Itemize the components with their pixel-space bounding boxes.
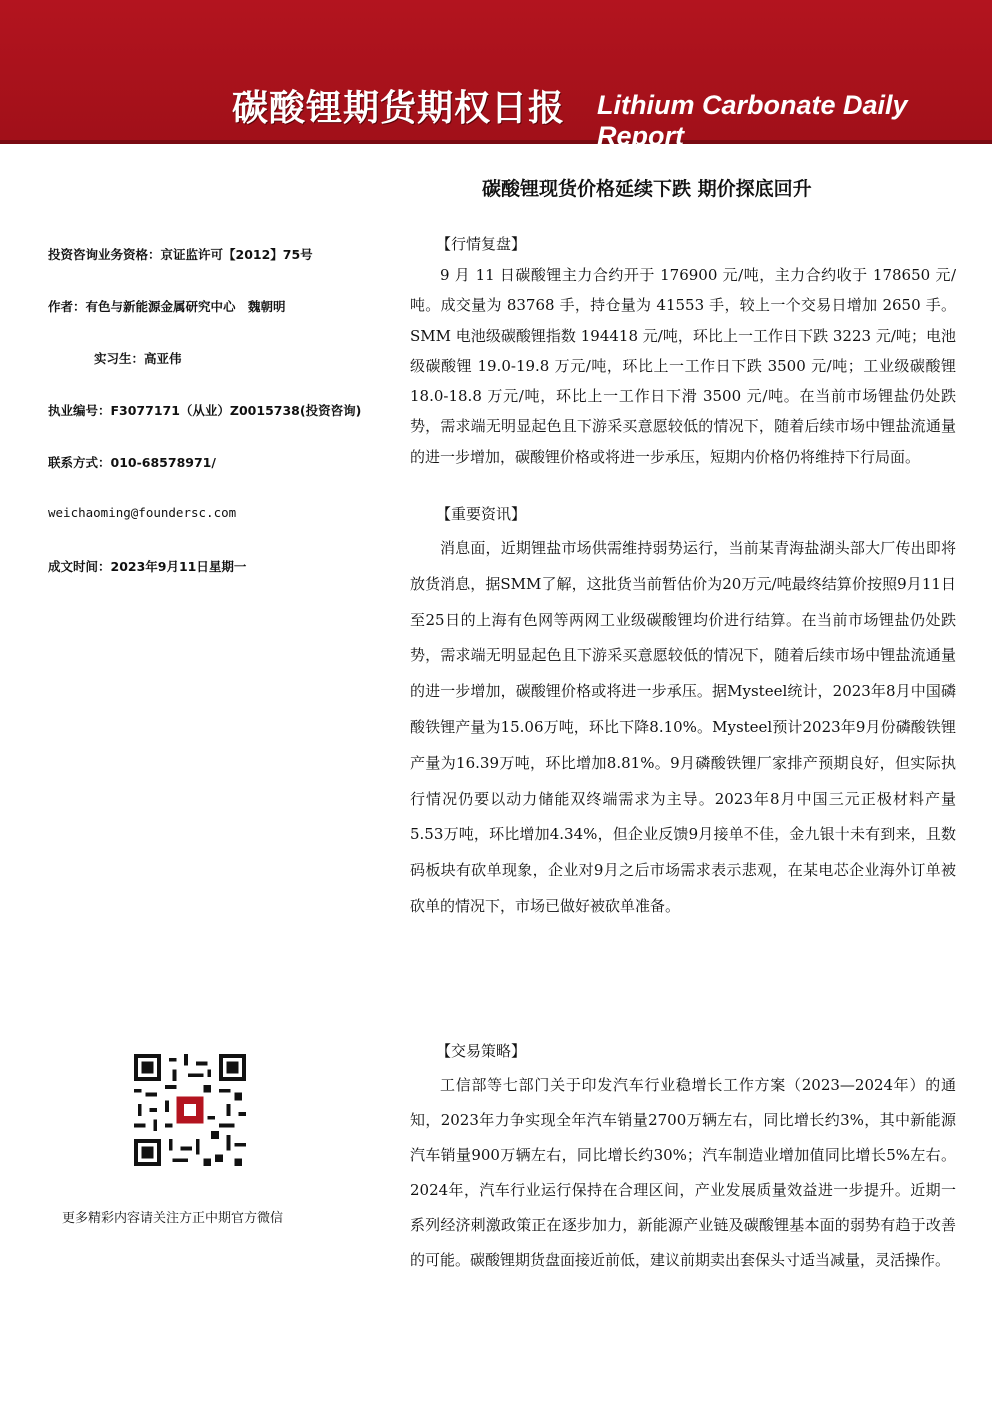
report-date: 成文时间：2023年9月11日星期一	[48, 559, 247, 574]
license-number: 执业编号：F3077171（从业）Z0015738(投资咨询)	[48, 403, 362, 418]
strategy-text: 工信部等七部门关于印发汽车行业稳增长工作方案（2023—2024年）的通知，2023年力争实现全年汽车销量2700万辆左右，同比增长约3%，其中新能源汽车销量900万辆左右，同比增长约30%；汽车制造业增加值同比增长5%左右。2024年，汽车行业运行保持在合理区间，产业发展质量效益进一步提升。近期一系列经济刺激政策正在逐步加力，新能源产业链及碳酸锂基本面的弱势有趋于改善的可能。碳酸锂期货盘面接近前低，建议前期卖出套保头寸适当减量，灵活操作。	[410, 1076, 956, 1269]
qr-caption: 更多精彩内容请关注方正中期官方微信	[62, 1211, 284, 1226]
section-title-strategy: 【交易策略】	[436, 1042, 527, 1060]
qualification: 投资咨询业务资格：京证监许可【2012】75号	[48, 247, 313, 262]
news-text: 消息面，近期锂盐市场供需维持弱势运行，当前某青海盐湖头部大厂传出即将放货消息，据SMM了解，这批货当前暂估价为20万元/吨最终结算价按照9月11日至25日的上海有色网等两网工业级碳酸锂均价进行结算。在当前市场锂盐仍处跌势，需求端无明显起色且下游采买意愿较低的情况下，随着后续市场中锂盐流通量的进一步增加，碳酸锂价格或将进一步承压。据Mysteel统计，2023年8月中国磷酸铁锂产量为15.06万吨，环比下降8.10%。Mysteel预计2023年9月份磷酸铁锂产量为16.39万吨，环比增加8.81%。9月磷酸铁锂厂家排产预期良好，但实际执行情况仍要以动力储能双终端需求为主导。2023年8月中国三元正极材料产量5.53万吨，环比增加4.34%，但企业反馈9月接单不佳，金九银十未有到来，且数码板块有砍单现象，企业对9月之后市场需求表示悲观，在某电芯企业海外订单被砍单的情况下，市场已做好被砍单准备。	[410, 539, 956, 915]
contact-phone: 联系方式：010-68578971/	[48, 455, 216, 470]
report-title-cn: 碳酸锂期货期权日报	[232, 88, 566, 129]
section-news	[410, 531, 956, 925]
section-title-news: 【重要资讯】	[436, 505, 527, 523]
report-title-en: Lithium Carbonate Daily Report	[597, 90, 908, 151]
section-market	[410, 260, 956, 472]
section-strategy	[410, 1068, 956, 1278]
market-text: 9 月 11 日碳酸锂主力合约开于 176900 元/吨，主力合约收于 178650 元/吨。成交量为 83768 手，持仓量为 41553 手，较上一个交易日增加 2650 手。SMM 电池级碳酸锂指数 194418 元/吨，环比上一工作日下跌 3223 元/吨；电池级碳酸锂 19.0-19.8 万元/吨，环比上一工作日下跌 3500 元/吨；工业级碳酸锂 18.0-18.8 万元/吨，环比上一工作日下滑 3500 元/吨。在当前市场锂盐仍处跌势，需求端无明显起色且下游采买意愿较低的情况下，随着后续市场中锂盐流通量的进一步增加，碳酸锂价格或将进一步承压，短期内价格仍将维持下行局面。	[410, 266, 956, 466]
section-title-market: 【行情复盘】	[436, 235, 527, 253]
headline: 碳酸锂现货价格延续下跌 期价探底回升	[482, 178, 812, 200]
qr-code-icon	[134, 1054, 246, 1166]
contact-email: weichaoming@foundersc.com	[48, 505, 237, 520]
author: 作者：有色与新能源金属研究中心 魏朝明	[48, 299, 286, 314]
intern: 实习生：高亚伟	[94, 351, 182, 366]
